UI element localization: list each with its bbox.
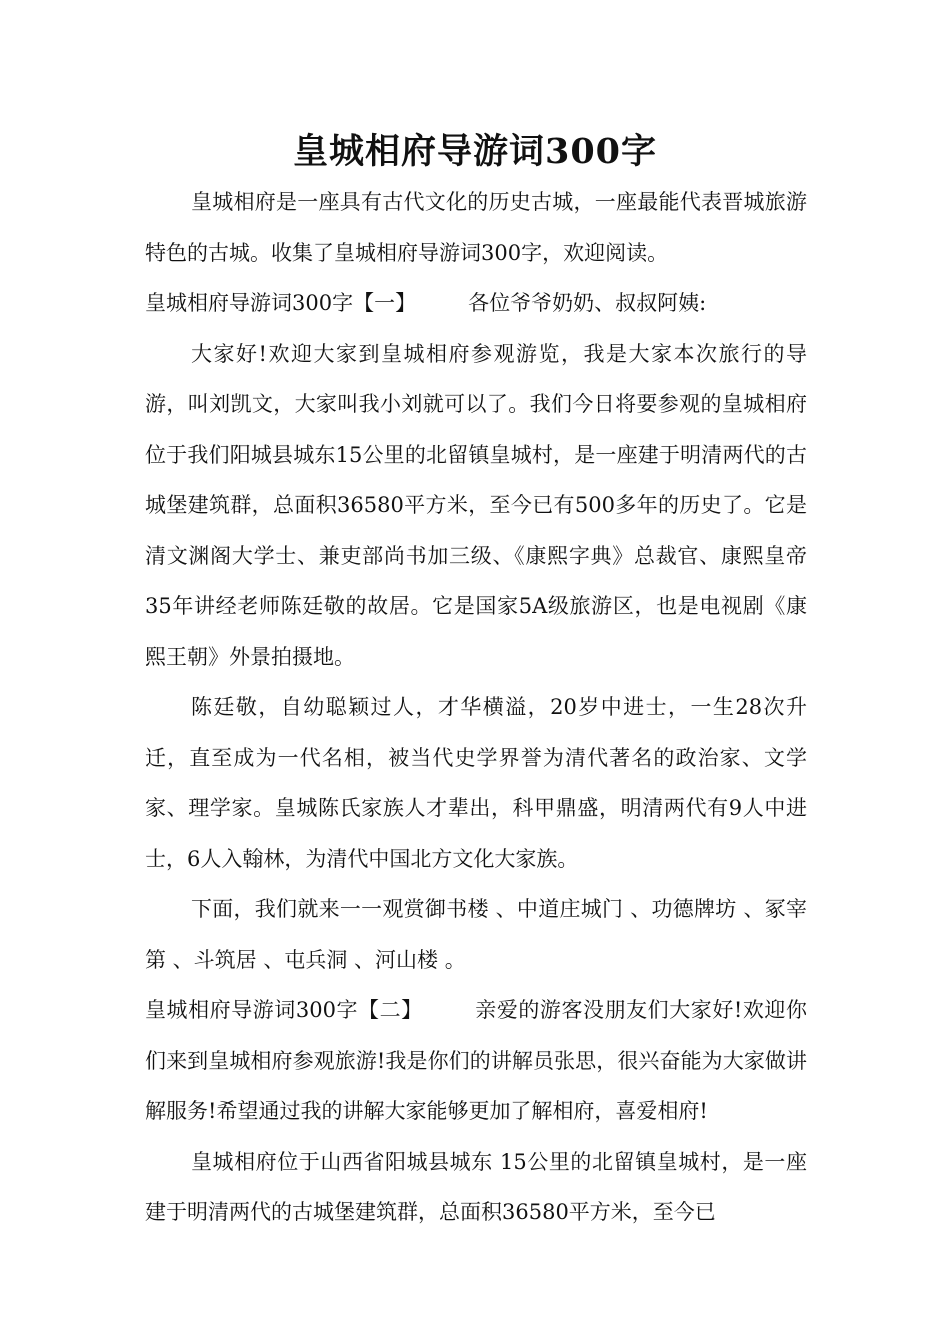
section-1-greeting: 各位爷爷奶奶、叔叔阿姨: [468,291,707,315]
intro-paragraph: 皇城相府是一座具有古代文化的历史古城，一座最能代表晋城旅游特色的古城。收集了皇城相府导游词300字，欢迎阅读。 [145,190,807,265]
section-1-paragraph-1: 大家好!欢迎大家到皇城相府参观游览，我是大家本次旅行的导游，叫刘凯文，大家叫我小刘就可以了。我们今日将要参观的皇城相府位于我们阳城县城东15公里的北留镇皇城村，是一座建于明清两代的古城堡建筑群，总面积36580平方米，至今已有500多年的历史了。它是清文渊阁大学士、兼吏部尚书加三级、《康熙字典》总裁官、康熙皇帝35年讲经老师陈廷敬的故居。它是国家5A级旅游区，也是电视剧《康熙王朝》外景拍摄地。 [145,341,807,669]
section-1-paragraph-2: 陈廷敬，自幼聪颖过人，才华横溢，20岁中进士，一生28次升迁，直至成为一代名相，被当代史学界誉为清代著名的政治家、文学家、理学家。皇城陈氏家族人才辈出，科甲鼎盛，明清两代有9人中进士，6人入翰林，为清代中国北方文化大家族。 [145,695,807,871]
document-title: 皇城相府导游词300字 [292,131,658,172]
section-1-heading-line [145,278,807,329]
section-1-paragraph-3: 下面，我们就来一一观赏御书楼 、中道庄城门 、功德牌坊 、冢宰第 、斗筑居 、屯兵洞 、河山楼 。 [145,897,807,972]
section-1-heading: 皇城相府导游词300字【一】 [145,291,417,315]
section-2-paragraph-1: 亲爱的游客没朋友们大家好!欢迎你们来到皇城相府参观旅游!我是你们的讲解员张思，很兴奋能为大家做讲解服务!希望通过我的讲解大家能够更加了解相府，喜爱相府! [145,998,807,1123]
section-2-paragraph-2: 皇城相府位于山西省阳城县城东 15公里的北留镇皇城村，是一座建于明清两代的古城堡建筑群，总面积36580平方米，至今已 [145,1149,807,1224]
section-2-heading-line [145,985,807,1137]
document-body [145,177,807,1238]
section-2-heading: 皇城相府导游词300字【二】 [145,998,423,1022]
